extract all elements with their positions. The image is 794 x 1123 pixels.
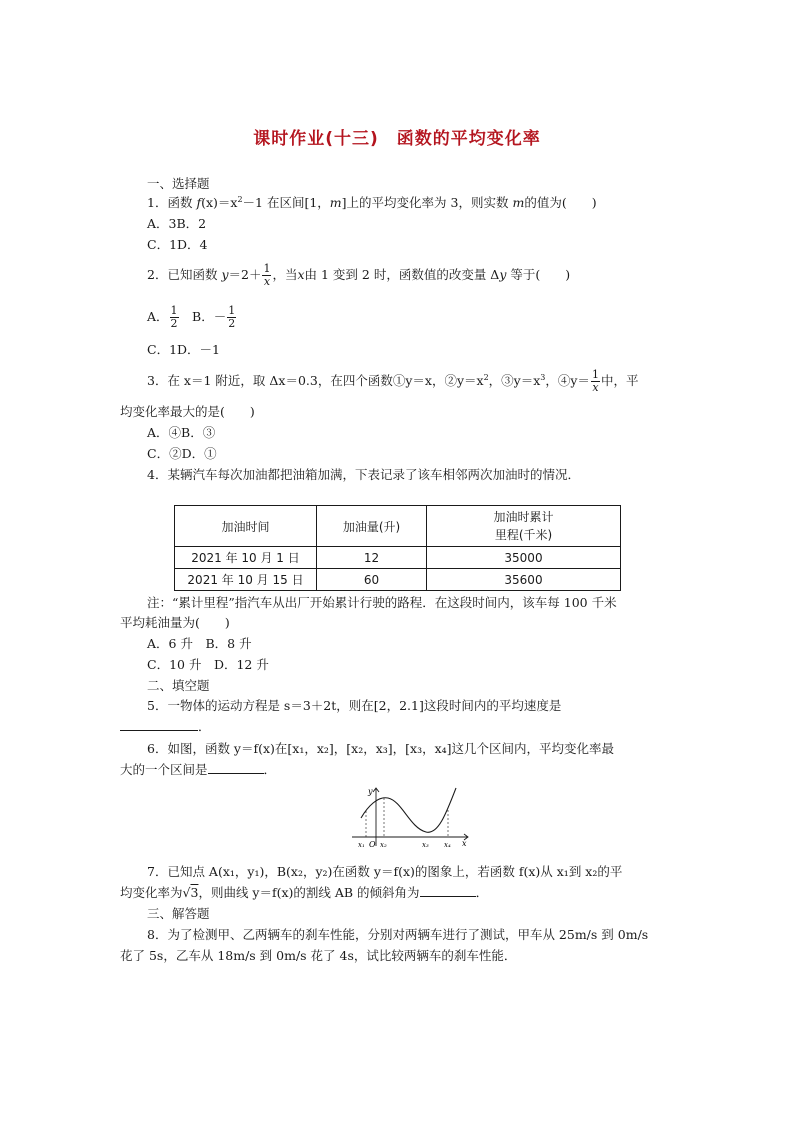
question-4-options-ab: A．6 升 B．8 升 <box>147 636 252 651</box>
table-cell: 35600 <box>427 569 621 591</box>
x4-label: x₄ <box>444 841 451 849</box>
table-cell: 2021 年 10 月 15 日 <box>175 569 317 591</box>
table-header-cell: 加油量(升) <box>317 506 427 547</box>
question-1-options-cd: C．1D．4 <box>147 237 208 252</box>
question-6-line-2: 大的一个区间是 ． <box>120 762 277 777</box>
question-2-options-cd: C．1D．－1 <box>147 342 220 357</box>
question-4-note-line-1: 注：“累计里程”指汽车从出厂开始累计行驶的路程．在这段时间内，该车每 100 千米 <box>147 595 617 610</box>
question-3-line-2: 均变化率最大的是( ) <box>120 404 255 419</box>
question-4-note-line-2: 平均耗油量为( ) <box>120 615 230 630</box>
section-heading-choice: 一、选择题 <box>147 176 210 191</box>
table-row <box>175 569 621 591</box>
y-label: y <box>368 787 373 796</box>
question-8-line-1: 8．为了检测甲、乙两辆车的刹车性能，分别对两辆车进行了测试，甲车从 25m/s 到 0m/s <box>147 927 649 942</box>
question-6-line-1: 6．如图，函数 y＝f(x)在[x₁，x₂]，[x₂，x₃]，[x₃，x₄]这几个区间内，平均变化率最 <box>147 741 615 756</box>
x-label: x <box>462 839 467 848</box>
section-heading-solve: 三、解答题 <box>147 906 210 921</box>
answer-blank <box>420 885 476 897</box>
x3-label: x₃ <box>422 841 429 849</box>
table-header-row <box>175 506 621 547</box>
fuel-table <box>174 505 621 591</box>
question-3-options-cd: C．②D．① <box>147 446 217 461</box>
question-3-line-1: 3．在 x＝1 附近，取 Δx＝0.3，在四个函数①y＝x，$②y=x^2$，$③y=x^3$，④y＝ $\frac{1}{x}$ 中，平 <box>147 368 639 394</box>
table-cell: 60 <box>317 569 427 591</box>
question-1-options-ab: A．3B．2 <box>147 216 207 231</box>
table-cell: 35000 <box>427 547 621 569</box>
question-4: 4．某辆汽车每次加油都把油箱加满，下表记录了该车相邻两次加油时的情况． <box>147 467 580 482</box>
table-header-cell: 加油时累计 里程(千米) <box>427 506 621 547</box>
question-3-options-ab: A．④B．③ <box>147 425 216 440</box>
x1-label: x₁ <box>358 841 365 849</box>
table-cell: 12 <box>317 547 427 569</box>
question-2-options-ab: A． $\frac{1}{2}$ B．－ $\frac{1}{2}$ <box>147 304 236 330</box>
origin-label: O <box>369 840 376 849</box>
table-row <box>175 547 621 569</box>
question-4-options-cd: C．10 升 D．12 升 <box>147 657 269 672</box>
answer-blank <box>208 762 264 774</box>
question-5-line-1: 5．一物体的运动方程是 s＝3＋2t，则在[2，2.1]这段时间内的平均速度是 <box>147 698 562 713</box>
answer-blank <box>120 719 198 731</box>
x2-label: x₂ <box>380 841 387 849</box>
question-7-line-1: 7．已知点 A(x₁，y₁)，B(x₂，y₂)在函数 y＝f(x)的图象上，若函数 f(x)从 x₁到 x₂的平 <box>147 864 623 879</box>
table-cell: 2021 年 10 月 1 日 <box>175 547 317 569</box>
question-1: 1．函数 $f(x)=x^2-1$ 在区间[1，m]上的平均变化率为 3，则实数 m的值为( ) <box>147 195 597 210</box>
table-header-cell: 加油时间 <box>175 506 317 547</box>
question-7-line-2: 均变化率为√3，则曲线 y＝f(x)的割线 AB 的倾斜角为 ． <box>120 885 489 900</box>
function-curve <box>361 788 456 832</box>
page-title: 课时作业(十三) 函数的平均变化率 <box>253 129 541 149</box>
question-5-line-2: ． <box>120 719 211 735</box>
question-2: 2．已知函数 y＝2＋ $\frac{1}{x}$ ，当x由 1 变到 2 时，函数值的改变量 Δy 等于( ) <box>147 262 571 288</box>
function-graph <box>350 784 474 850</box>
question-8-line-2: 花了 5s，乙车从 18m/s 到 0m/s 花了 4s，试比较两辆车的刹车性能． <box>120 948 517 963</box>
section-heading-fill: 二、填空题 <box>147 678 210 693</box>
